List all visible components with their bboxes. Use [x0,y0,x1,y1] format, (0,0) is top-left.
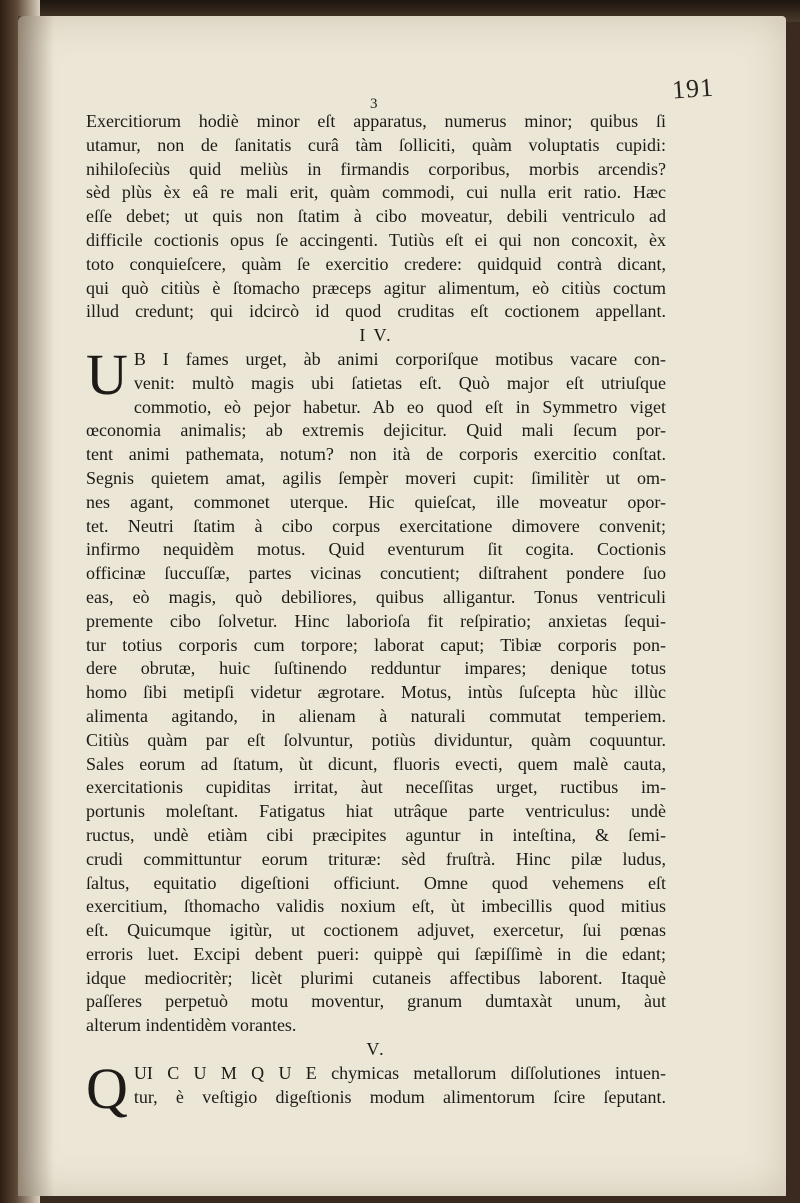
section-2 [86,341,666,1038]
text-line: difficile coctionis opus ſe accingenti. Tutiùs eſt ei qui non concoxit, èx [86,229,666,250]
text-line: eſt. Quicumque igitùr, ut coctionem adjuvet, exercetur, ſui pœnas [86,920,666,941]
text-line: nes agant, commonet uterque. Hic quieſcat, ille moveatur opor- [86,491,666,512]
text-line: venit: multò magis ubi ſatietas eſt. Quò major eſt utriuſque [133,372,666,393]
text-line: eas, eò magis, quò debiliores, quibus alligantur. Tonus ventriculi [86,586,666,607]
text-line: sèd plùs èx eâ re mali erit, quàm commodi, cui nulla erit ratio. Hæc [86,182,666,203]
section-3 [86,1055,666,1121]
page-gutter-shadow [18,16,54,1196]
text-line: crudi committuntur eorum trituræ: sèd fruſtrà. Hinc pilæ ludus, [86,848,666,869]
text-line: Citiùs quàm par eſt ſolvuntur, potiùs dividuntur, quàm coquuntur. [86,729,666,750]
text-line: Exercitiorum hodiè minor eſt apparatus, numerus minor; quibus ſi [86,111,666,131]
text-line: eſſe debet; ut quis non ſtatim à cibo moveatur, debili ventriculo ad [86,206,666,227]
text-line: commotio, eò pejor habetur. Ab eo quod eſt in Symmetro viget [133,396,666,417]
page-text [86,110,666,1121]
text-line: toto conquieſcere, quàm ſe exercitio credere: quidquid contrà dicant, [86,253,666,274]
text-line: homo ſibi metipſi videtur ægrotare. Motus, intùs ſuſcepta hùc illùc [86,682,666,703]
text-line: officinæ ſuccuſſæ, partes vicinas concutient; diſtrahent pondere ſuo [86,563,666,584]
text-line: utamur, non de ſanitatis curâ tàm ſolliciti, quàm voluptatis cupidi: [86,134,666,155]
text-line: Segnis quietem amat, agilis ſempèr moveri cupit: ſimilitèr ut om- [86,467,666,488]
folio-number: 191 [671,72,715,105]
text-line: ſaltus, equitatio digeſtioni officiunt. Omne quod vehemens eſt [86,872,666,893]
text-line: tent animi pathemata, notum? non ità de corporis exercitio conſtat. [86,444,666,465]
text-line: infirmo nequidèm motus. Quid eventurum ſit cogita. Coctionis [86,539,666,560]
text-line: exercitium, ſthomacho validis noxium eſt, ùt imbecillis quod mitius [86,896,666,917]
page-number: 3 [370,96,378,112]
section-heading-iv: I V. [359,325,393,346]
drop-cap-letter: U [86,341,128,407]
text-line: paſſeres perpetuò motu moventur, granum dumtaxàt unum, àut [86,991,666,1012]
text-line: nihiloſeciùs quid meliùs in firmandis corporibus, morbis arcendis? [86,158,666,179]
text-line: tur totius corporis cum torpore; laborat caput; Tibiæ corporis pon- [86,634,666,655]
text-line: ructus, undè etiàm cibi præcipites aguntur in inteſtina, & ſemi- [86,824,666,845]
text-line: alterum indentidèm vorantes. [86,1015,297,1036]
text-line: idque mediocritèr; licèt plurimi cutaneis affectibus laborent. Itaquè [86,967,666,988]
text-line: tur, è veſtigio digeſtionis modum alimentorum ſcire ſeputant. [133,1086,666,1107]
drop-cap-letter: Q [86,1055,128,1121]
text-line: alimenta agitando, in alienam à naturali commutat temperiem. [86,705,666,726]
text-line: qui quò citiùs è ſtomacho præceps agitur alimentum, eò citiùs coctum [86,277,666,298]
text-line: portunis moleſtant. Fatigatus hiat utrâque parte ventriculus: undè [86,801,666,822]
text-line: illud credunt; qui idcircò id quod cruditas eſt coctionem appellant. [86,301,666,322]
section-heading-v: V. [366,1039,386,1060]
text-line: tet. Neutri ſtatim à cibo corpus exercitatione dimovere convenit; [86,515,666,536]
text-line: œconomia animalis; ab extremis dejicitur. Quid mali ſecum por- [86,420,666,441]
text-line: premente cibo ſolvetur. Hinc laborioſa fit reſpiratio; anxietas ſequi- [86,610,666,631]
text-line: erroris luet. Excipi debent pueri: quippè qui ſæpiſſimè in die edant; [86,943,666,964]
text-line: exercitationis cupiditas irritat, àut neceſſitas urget, ructibus im- [86,777,666,798]
text-line: B I fames urget, àb animi corporiſque motibus vacare con- [133,348,666,369]
text-line: Sales eorum ad ſtatum, ùt dicunt, fluoris evecti, quem malè cauta, [86,753,666,774]
text-line: UI C U M Q U E chymicas metallorum diſſolutiones intuen- [133,1062,666,1083]
text-line: dere obrutæ, huic ſuſtinendo redduntur impares; denique totus [86,658,666,679]
section-1 [86,110,666,324]
